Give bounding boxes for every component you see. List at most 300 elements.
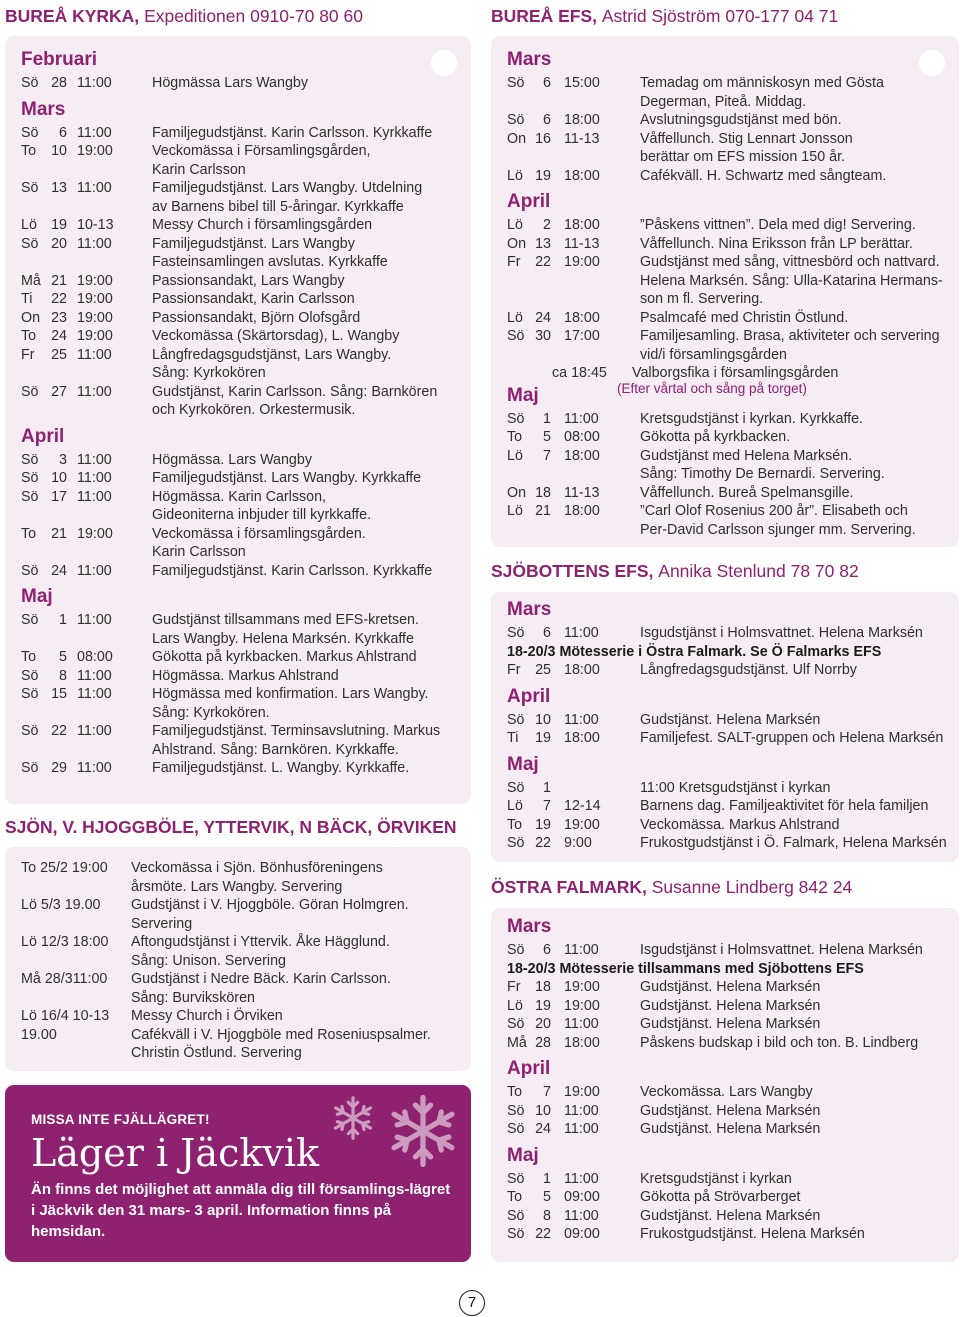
event-day: Sö <box>21 124 39 141</box>
event-list <box>507 74 949 185</box>
event-desc: Gudstjänst i Nedre Bäck. Karin Carlsson. Sång: Burvikskören <box>131 971 391 1006</box>
event-date: 20 <box>535 1016 551 1032</box>
event-desc: Högmässa. Lars Wangby <box>152 451 312 468</box>
header-name: BUREÅ EFS, <box>491 6 597 26</box>
event-row <box>507 729 949 748</box>
event-time: 11:00 <box>77 488 112 505</box>
event-list <box>21 611 461 778</box>
event-date: 10 <box>535 711 551 728</box>
event-date: 24 <box>535 1121 551 1137</box>
event-desc: Högmässa. Karin Carlsson, Gideoniterna inbjuder till kyrkkaffe. <box>152 488 372 523</box>
event-time: 12-14 <box>564 798 601 814</box>
event-desc: Gudstjänst. Helena Marksén <box>640 1102 821 1119</box>
event-desc: Familjesamling. Brasa, aktiviteter och servering vid/i församlingsgården <box>640 328 940 363</box>
schedule-box-bureakyrka <box>5 36 471 804</box>
event-day: Lö <box>507 217 523 233</box>
event-list <box>507 941 949 960</box>
event-time: 11:00 <box>77 124 112 141</box>
event-day: To <box>507 1189 523 1205</box>
event-desc: Messy Church i församlingsgården <box>152 217 373 233</box>
month-heading: Mars <box>507 599 552 620</box>
event-time: 11:00 <box>77 470 112 486</box>
event-desc: 11:00 Kretsgudstjänst i kyrkan <box>640 779 831 796</box>
event-desc: Långfredagsgudstjänst, Lars Wangby. Sång: Kyrkokören <box>152 346 392 381</box>
event-time: 11-13 <box>564 484 600 501</box>
event-list <box>507 779 949 853</box>
event-date: 2 <box>543 217 551 233</box>
event-desc: Veckomässa. Markus Ahlstrand <box>640 816 840 833</box>
page-number: 7 <box>459 1290 485 1316</box>
event-desc: Familjefest. SALT-gruppen och Helena Marksén <box>640 730 944 746</box>
event-list <box>507 624 949 643</box>
event-row <box>507 779 949 798</box>
promo-text: Än finns det möjlighet att anmäla dig till församlings-lägret i Jäckvik den 31 mars- 3 april. Information finns på hemsidan. <box>31 1181 451 1240</box>
header-contact: Susanne Lindberg 842 24 <box>651 877 853 897</box>
event-row <box>21 235 461 272</box>
event-day: To <box>507 429 523 445</box>
event-date: 19 <box>535 816 551 833</box>
event-day: Sö <box>21 488 39 505</box>
event-row <box>507 816 949 835</box>
event-row <box>507 661 949 680</box>
event-time: 19:00 <box>77 291 113 307</box>
event-day: Lö <box>21 217 37 233</box>
event-day: Sö <box>21 686 39 702</box>
month-heading: Mars <box>507 49 552 70</box>
month-heading: Mars <box>507 916 552 937</box>
event-day: Sö <box>507 1207 525 1224</box>
month-heading: April <box>507 685 551 707</box>
event-desc: Veckomässa i Sjön. Bönhusföreningens årsmöte. Lars Wangby. Servering <box>131 860 383 895</box>
event-list <box>21 451 461 581</box>
event-desc: Högmässa. Markus Ahlstrand <box>152 667 339 684</box>
event-day: Sö <box>507 835 525 851</box>
event-day: Sö <box>507 1170 525 1187</box>
event-time: 11:00 <box>77 562 112 579</box>
event-date: 18 <box>535 979 551 995</box>
schedule-box-sjon <box>5 847 471 1071</box>
event-desc: Veckomässa i Församlingsgården, Karin Carlsson <box>152 143 371 178</box>
event-row <box>507 1188 949 1207</box>
event-time: 18:00 <box>564 662 600 678</box>
event-day: Sö <box>507 410 525 427</box>
event-date: 1 <box>543 410 551 427</box>
event-desc: Gudstjänst med sång, vittnesbörd och nattvard. Helena Marksén. Sång: Ulla-Katarina Hermans- son m fl. Servering. <box>640 254 943 307</box>
event-desc: ”Carl Olof Rosenius 200 år”. Elisabeth och Per-David Carlsson sjunger mm. Servering. <box>640 503 916 538</box>
event-row <box>21 611 461 648</box>
event-date: 10 <box>51 143 67 159</box>
event-time: 11:00 <box>564 1102 599 1119</box>
event-time: 19:00 <box>77 525 113 542</box>
event-desc: Kretsgudstjänst i kyrkan. Kyrkkaffe. <box>640 410 864 427</box>
event-day: Sö <box>21 180 39 196</box>
event-desc: ”Påskens vittnen”. Dela med dig! Servering. <box>640 217 916 233</box>
event-desc: Gudstjänst i V. Hjoggböle. Göran Holmgren. Servering <box>131 897 409 932</box>
event-when: Må 28/311:00 <box>21 971 108 987</box>
event-desc: Familjegudstjänst. Lars Wangby. Kyrkkaffe <box>152 470 422 486</box>
event-desc: Familjegudstjänst. L. Wangby. Kyrkkaffe. <box>152 760 410 776</box>
event-row <box>507 1120 949 1139</box>
event-time: 11:00 <box>77 760 112 776</box>
event-desc: Passionsandakt, Björn Olofsgård <box>152 309 361 326</box>
event-row <box>21 142 461 179</box>
event-row <box>507 997 949 1016</box>
event-date: 25 <box>51 346 67 363</box>
event-row <box>21 124 461 143</box>
event-date: 24 <box>535 309 551 326</box>
event-time: 18:00 <box>564 447 600 464</box>
event-date: 19 <box>535 997 551 1014</box>
event-list <box>507 711 949 748</box>
event-day: Sö <box>507 75 525 91</box>
event-list <box>21 859 461 1063</box>
event-time: 11:00 <box>77 723 112 739</box>
month-heading: Februari <box>21 49 98 70</box>
event-date: 13 <box>51 180 67 196</box>
event-row <box>21 525 461 562</box>
event-time: 19:00 <box>564 1084 600 1100</box>
event-time: 11:00 <box>77 346 112 363</box>
event-day: Fr <box>507 979 521 995</box>
event-date: 1 <box>59 612 67 628</box>
event-day: Sö <box>21 470 39 486</box>
event-day: Må <box>21 272 41 289</box>
event-desc: Gökotta på kyrkbacken. <box>640 429 791 445</box>
event-day: To <box>21 143 37 159</box>
event-day: Sö <box>507 779 525 796</box>
event-time: 19:00 <box>564 997 600 1014</box>
event-day: To <box>507 1084 523 1100</box>
event-time: 11:00 <box>564 1121 599 1137</box>
event-time: 11:00 <box>564 1170 599 1187</box>
event-when: To 25/2 19:00 <box>21 860 108 876</box>
notice-text: 18-20/3 Mötesserie i Östra Falmark. Se Ö Falmarks EFS <box>507 643 882 660</box>
event-row <box>21 933 461 970</box>
event-desc: Kretsgudstjänst i kyrkan <box>640 1170 792 1187</box>
event-day: On <box>507 484 527 501</box>
event-day: Sö <box>21 612 39 628</box>
month-heading: April <box>507 191 551 212</box>
event-row <box>507 1083 949 1102</box>
event-desc: Våffellunch. Stig Lennart Jonsson berättar om EFS mission 150 år. <box>640 130 853 165</box>
event-time: 11:00 <box>77 667 112 684</box>
event-day: Sö <box>507 711 525 728</box>
event-date: 6 <box>543 625 551 641</box>
event-time: 09:00 <box>564 1189 600 1205</box>
header-name: SJÖN, V. HJOGGBÖLE, YTTERVIK, N BÄCK, ÖRVIKEN <box>5 817 457 837</box>
event-date: 15 <box>51 686 67 702</box>
event-date: 16 <box>535 130 551 147</box>
event-row <box>507 834 949 853</box>
event-day: Lö <box>507 309 523 326</box>
event-date: 5 <box>59 649 67 665</box>
event-row <box>507 502 949 539</box>
event-desc: Veckomässa. Lars Wangby <box>640 1084 813 1100</box>
event-row <box>507 978 949 997</box>
event-date: 10 <box>51 470 67 486</box>
event-row <box>507 253 949 309</box>
event-list <box>507 410 949 540</box>
event-desc: Barnens dag. Familjeaktivitet för hela familjen <box>640 798 929 814</box>
section-header-sjon <box>5 816 457 838</box>
event-day: Fr <box>507 254 521 270</box>
event-day: Lö <box>507 167 523 184</box>
event-time: 18:00 <box>564 730 600 746</box>
event-date: 19 <box>51 217 67 233</box>
event-desc: Långfredagsgudstjänst. Ulf Norrby <box>640 662 857 678</box>
event-row <box>21 290 461 309</box>
event-desc: Våffellunch. Bureå Spelmansgille. <box>640 484 854 501</box>
event-row <box>507 309 949 328</box>
event-desc: Messy Church i Örviken Cafékväll i V. Hjoggböle med Roseniuspsalmer. Christin Östlund. Servering <box>131 1008 431 1061</box>
event-row <box>21 451 461 470</box>
event-row <box>507 484 949 503</box>
event-day: On <box>507 130 527 147</box>
event-time: 18:00 <box>564 167 600 184</box>
event-row <box>507 447 949 484</box>
event-date: 18 <box>535 484 551 501</box>
header-contact: Annika Stenlund 78 70 82 <box>658 561 859 581</box>
event-desc: Passionsandakt, Karin Carlsson <box>152 291 355 307</box>
event-row <box>21 216 461 235</box>
event-day: Sö <box>507 942 525 958</box>
event-time: 08:00 <box>564 429 600 445</box>
event-time: 11:00 <box>77 383 112 400</box>
event-date: 22 <box>535 254 551 270</box>
event-day: Sö <box>507 112 525 128</box>
event-day: Sö <box>507 1121 525 1137</box>
schedule-box-bureaefs <box>491 36 959 547</box>
event-time: 11:00 <box>77 686 112 702</box>
event-date: 20 <box>51 235 67 252</box>
event-row <box>21 346 461 383</box>
event-desc: Gudstjänst. Helena Marksén <box>640 979 821 995</box>
event-time: 11:00 <box>564 942 599 958</box>
event-row <box>507 1034 949 1053</box>
event-time: 19:00 <box>77 272 113 289</box>
event-list <box>21 124 461 420</box>
event-day: Sö <box>507 328 525 344</box>
event-desc: Gudstjänst. Helena Marksén <box>640 1016 821 1032</box>
event-date: 21 <box>51 525 67 542</box>
month-heading: Maj <box>507 753 539 775</box>
event-date: 6 <box>543 942 551 958</box>
event-when: Lö 12/3 18:00 <box>21 934 109 950</box>
section-header-ostrafalmark <box>491 876 852 898</box>
header-contact: Astrid Sjöström 070-177 04 71 <box>601 6 839 26</box>
event-day: To <box>21 525 37 542</box>
event-date: 22 <box>51 291 67 307</box>
event-time: 11:00 <box>564 1016 599 1032</box>
event-date: 6 <box>59 124 67 141</box>
event-row <box>507 1015 949 1034</box>
event-day: Ti <box>21 291 33 307</box>
event-row <box>21 309 461 328</box>
event-time: 19:00 <box>564 816 600 833</box>
event-day: Lö <box>507 798 523 814</box>
event-day: Sö <box>21 562 39 579</box>
month-heading: Maj <box>21 586 53 607</box>
event-day: To <box>21 649 37 665</box>
event-day: On <box>21 309 41 326</box>
event-desc: Passionsandakt, Lars Wangby <box>152 272 345 289</box>
event-time: 11:00 <box>564 410 599 427</box>
event-row <box>21 74 461 93</box>
event-desc: Psalmcafé med Christin Östlund. <box>640 309 849 326</box>
event-date: 24 <box>51 562 67 579</box>
event-time: 10-13 <box>77 217 114 233</box>
event-row <box>507 327 949 364</box>
event-time: 11:00 <box>77 180 112 196</box>
event-desc: Veckomässa (Skärtorsdag), L. Wangby <box>152 328 400 344</box>
event-time: 17:00 <box>564 328 600 344</box>
event-desc: Cafékväll. H. Schwartz med sångteam. <box>640 167 887 184</box>
month-heading: April <box>21 425 65 447</box>
event-time: 11:00 <box>77 612 112 628</box>
event-list <box>507 978 949 1052</box>
event-row <box>21 383 461 420</box>
event-time: 18:00 <box>564 217 600 233</box>
event-row <box>507 1170 949 1189</box>
event-date: 13 <box>535 235 551 252</box>
month-heading: April <box>507 1058 551 1079</box>
event-day: Fr <box>21 346 35 363</box>
event-desc: Frukostgudstjänst. Helena Marksén <box>640 1226 865 1242</box>
month-note: (Efter vårtal och sång på torget) <box>617 380 807 396</box>
event-time: 9:00 <box>564 835 592 851</box>
event-date: 6 <box>543 75 551 91</box>
event-date: 21 <box>535 503 551 519</box>
event-row <box>507 235 949 254</box>
month-heading: Mars <box>21 98 66 120</box>
event-desc: Gökotta på kyrkbacken. Markus Ahlstrand <box>152 649 417 665</box>
event-desc: Gudstjänst. Helena Marksén <box>640 1121 821 1137</box>
event-time: 19:00 <box>77 328 113 344</box>
event-desc: Gudstjänst tillsammans med EFS-kretsen. Lars Wangby. Helena Marksén. Kyrkkaffe <box>152 612 419 647</box>
event-day: Sö <box>507 625 525 641</box>
event-desc: Isgudstjänst i Holmsvattnet. Helena Marksén <box>640 625 923 641</box>
event-time: 18:00 <box>564 1034 600 1051</box>
event-date: 22 <box>535 835 551 851</box>
event-day: On <box>507 235 527 252</box>
event-time: 11-13 <box>564 130 600 147</box>
event-time: 18:00 <box>564 503 600 519</box>
event-date: 3 <box>59 451 67 468</box>
header-name: ÖSTRA FALMARK, <box>491 877 647 897</box>
event-row <box>21 722 461 759</box>
event-row <box>507 711 949 730</box>
event-day: Sö <box>507 1102 525 1119</box>
event-day: Sö <box>507 1226 525 1242</box>
event-day: Sö <box>21 451 39 468</box>
event-desc: Våffellunch. Nina Eriksson från LP berättar. <box>640 235 913 252</box>
event-day: Lö <box>507 997 523 1014</box>
event-date: 7 <box>543 1084 551 1100</box>
event-day: Sö <box>21 383 39 400</box>
event-date: 7 <box>543 447 551 464</box>
event-time: 19:00 <box>564 979 600 995</box>
event-date: 24 <box>51 328 67 344</box>
event-time: 11:00 <box>77 235 112 252</box>
event-day: Må <box>507 1034 527 1051</box>
event-day: Lö <box>507 447 523 464</box>
event-desc: Högmässa Lars Wangby <box>152 75 309 91</box>
event-row <box>21 759 461 778</box>
event-row <box>21 1007 461 1063</box>
event-row <box>507 624 949 643</box>
event-date: 28 <box>51 75 67 91</box>
promo-kicker: MISSA INTE FJÄLLÄGRET! <box>31 1112 210 1127</box>
decorative-dot <box>919 50 945 76</box>
section-header-bureakyrka <box>5 5 363 27</box>
event-row <box>21 469 461 488</box>
section-header-sjobotten <box>491 560 859 582</box>
event-day: Sö <box>507 1016 525 1032</box>
event-date: 19 <box>535 167 551 184</box>
snowflake-icon <box>385 1093 461 1169</box>
decorative-dot <box>431 50 457 76</box>
event-day: Sö <box>21 235 39 252</box>
event-date: 22 <box>51 723 67 739</box>
event-date: 22 <box>535 1226 551 1242</box>
event-desc: Familjegudstjänst. Lars Wangby Fasteinsamlingen avslutas. Kyrkkaffe <box>152 235 388 270</box>
event-date: 1 <box>543 1170 551 1187</box>
event-desc: Aftongudstjänst i Yttervik. Åke Hägglund. Sång: Unison. Servering <box>131 934 390 969</box>
event-desc: Familjegudstjänst. Lars Wangby. Utdelning av Barnens bibel till 5-åringar. Kyrkkaffe <box>152 180 423 215</box>
event-row <box>507 167 949 186</box>
event-desc: Valborgsfika i församlingsgården <box>632 365 839 381</box>
event-row <box>21 488 461 525</box>
event-time: 19:00 <box>77 309 113 326</box>
event-list <box>507 661 949 680</box>
event-time: 11:00 <box>564 711 599 728</box>
schedule-box-sjobotten <box>491 592 959 862</box>
event-date: 5 <box>543 1189 551 1205</box>
event-day: Sö <box>21 75 39 91</box>
event-list <box>507 1083 949 1139</box>
event-desc: Påskens budskap i bild och ton. B. Lindberg <box>640 1034 919 1051</box>
event-date: 28 <box>535 1034 551 1051</box>
event-time: 15:00 <box>564 75 600 91</box>
event-row <box>21 859 461 896</box>
event-desc: Gökotta på Strövarberget <box>640 1189 801 1205</box>
event-row <box>507 797 949 816</box>
event-desc: Frukostgudstjänst i Ö. Falmark, Helena Marksén <box>640 835 947 851</box>
event-desc: Familjegudstjänst. Karin Carlsson. Kyrkkaffe <box>152 124 433 141</box>
event-desc: Familjegudstjänst. Terminsavslutning. Markus Ahlstrand. Sång: Barnkören. Kyrkkaffe. <box>152 723 441 758</box>
event-date: 10 <box>535 1102 551 1119</box>
event-date: 29 <box>51 760 67 776</box>
event-date: 21 <box>51 272 67 289</box>
event-desc: Gudstjänst med Helena Marksén. Sång: Timothy De Bernardi. Servering. <box>640 447 885 482</box>
event-list <box>507 1170 949 1244</box>
header-contact: Expeditionen 0910-70 80 60 <box>144 6 363 26</box>
event-time: 11:00 <box>564 1207 599 1224</box>
event-day: Ti <box>507 730 519 746</box>
event-desc: Gudstjänst. Helena Marksén <box>640 997 821 1014</box>
event-row <box>21 327 461 346</box>
event-row <box>507 1102 949 1121</box>
event-date: 30 <box>535 328 551 344</box>
event-row <box>507 130 949 167</box>
event-day: Lö <box>507 503 523 519</box>
event-time <box>564 779 640 798</box>
event-when: Lö 16/4 10-13 19.00 <box>21 1008 110 1043</box>
event-date: 27 <box>51 383 67 400</box>
event-date: 19 <box>535 730 551 746</box>
event-time: 11-13 <box>564 235 600 252</box>
event-time: 19:00 <box>564 254 600 270</box>
